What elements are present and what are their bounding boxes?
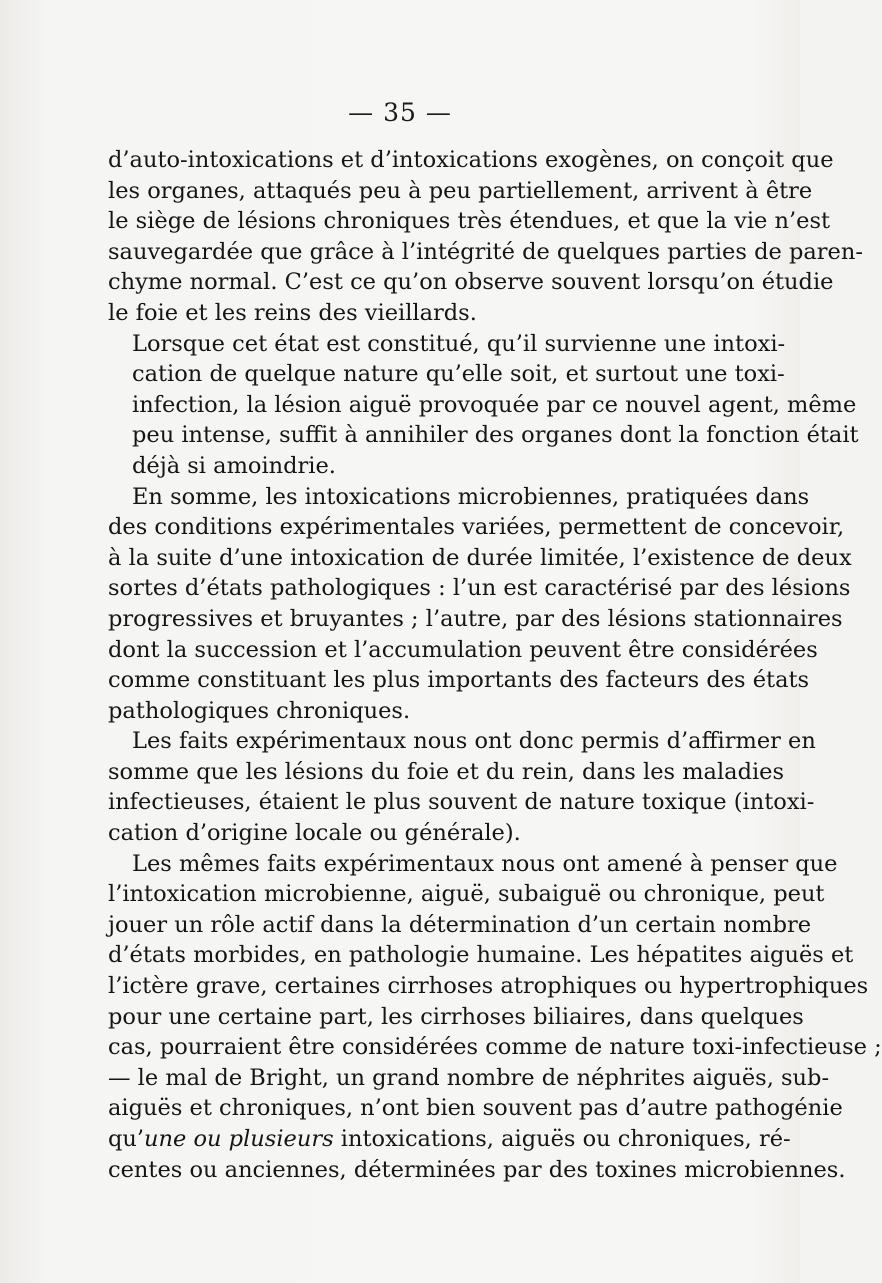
text-line: pathologiques chroniques. [108, 697, 411, 724]
text-line: Lorsque cet état est constitué, qu’il survienne une intoxi- [132, 330, 786, 357]
body-text [108, 145, 882, 1185]
text-line: déjà si amoindrie. [132, 452, 336, 479]
paragraph-4 [108, 726, 816, 848]
paragraph-3 [108, 482, 852, 727]
text-line: les organes, attaqués peu à peu partiellement, arrivent à être [108, 177, 813, 204]
text-fragment: intoxications, aiguës ou chroniques, ré- [333, 1126, 791, 1152]
paragraph-1 [108, 145, 863, 329]
text-line: cation d’origine locale ou générale). [108, 820, 521, 847]
text-line: centes ou anciennes, déterminées par des toxines microbiennes. [108, 1156, 846, 1183]
text-line: d’états morbides, en pathologie humaine. Les hépatites aiguës et [108, 942, 854, 969]
text-line: dont la succession et l’accumulation peuvent être considérées [108, 636, 818, 663]
text-line: comme constituant les plus importants des facteurs des états [108, 667, 810, 694]
text-line: à la suite d’une intoxication de durée limitée, l’existence de deux [108, 544, 852, 571]
text-line: jouer un rôle actif dans la détermination d’un certain nombre [108, 911, 812, 938]
text-line: cation de quelque nature qu’elle soit, et surtout une toxi- [132, 361, 785, 388]
text-line-italic [108, 1124, 791, 1155]
text-line: chyme normal. C’est ce qu’on observe souvent lorsqu’on étudie [108, 269, 834, 296]
paragraph-2 [108, 329, 859, 482]
italic-phrase: une ou plusieurs [144, 1126, 334, 1152]
text-line: infection, la lésion aiguë provoquée par ce nouvel agent, même [132, 391, 857, 418]
page-number: — 35 — [348, 98, 452, 127]
text-line: somme que les lésions du foie et du rein, dans les maladies [108, 758, 785, 785]
text-line: Les mêmes faits expérimentaux nous ont amené à penser que [132, 850, 838, 877]
text-line: le foie et les reins des vieillards. [108, 299, 477, 326]
text-line: progressives et bruyantes ; l’autre, par des lésions stationnaires [108, 605, 843, 632]
text-line: l’ictère grave, certaines cirrhoses atrophiques ou hypertrophiques [108, 973, 869, 1000]
text-line: peu intense, suffit à annihiler des organes dont la fonction était [132, 422, 859, 449]
text-line: d’auto-intoxications et d’intoxications exogènes, on conçoit que [108, 147, 834, 173]
text-line: cas, pourraient être considérées comme de nature toxi-infectieuse ; [108, 1034, 882, 1061]
text-line: — le mal de Bright, un grand nombre de néphrites aiguës, sub- [108, 1064, 830, 1091]
text-line: l’intoxication microbienne, aiguë, subaiguë ou chronique, peut [108, 881, 825, 908]
text-line: infectieuses, étaient le plus souvent de nature toxique (intoxi- [108, 789, 815, 816]
text-line: le siège de lésions chroniques très étendues, et que la vie n’est [108, 208, 831, 235]
text-line: Les faits expérimentaux nous ont donc permis d’affirmer en [132, 728, 816, 755]
text-line: sortes d’états pathologiques : l’un est caractérisé par des lésions [108, 575, 851, 602]
text-line: pour une certaine part, les cirrhoses biliaires, dans quelques [108, 1003, 804, 1030]
text-line: En somme, les intoxications microbiennes, pratiquées dans [132, 483, 810, 510]
text-line: des conditions expérimentales variées, permettent de concevoir, [108, 514, 845, 541]
text-line: sauvegardée que grâce à l’intégrité de quelques parties de paren- [108, 238, 863, 265]
paragraph-5 [108, 849, 882, 1186]
text-line: aiguës et chroniques, n’ont bien souvent pas d’autre pathogénie [108, 1095, 843, 1122]
text-fragment: qu’ [108, 1126, 145, 1152]
